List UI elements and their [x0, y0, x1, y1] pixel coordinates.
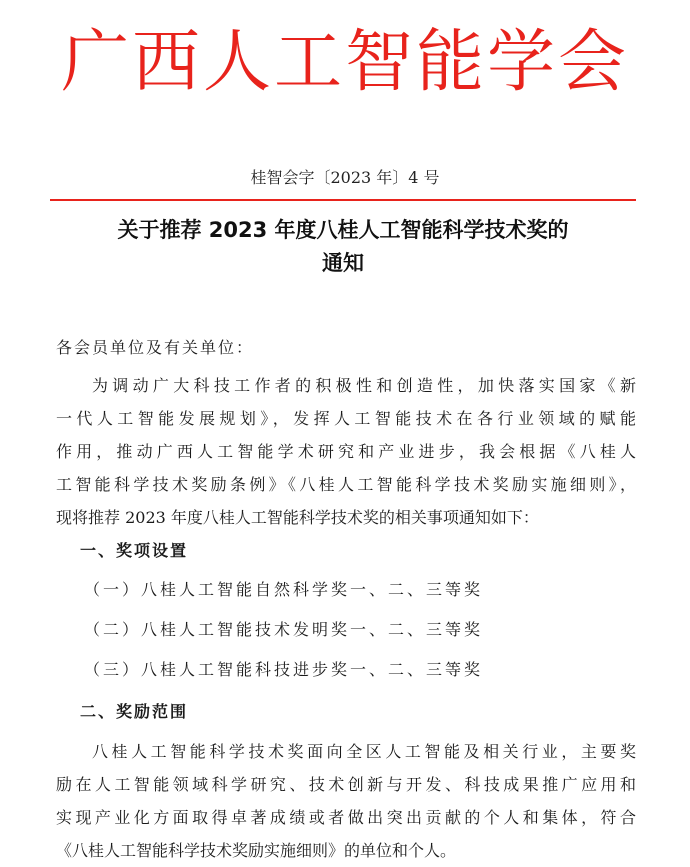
- scope-paragraph-line: 《八桂人工智能科学技术奖励实施细则》的单位和个人。: [56, 841, 457, 860]
- intro-paragraph: [56, 369, 636, 534]
- red-divider-line: [50, 199, 636, 201]
- scope-paragraph-line: 八桂人工智能科学技术奖面向全区人工智能及相关行业，主要奖: [92, 742, 636, 761]
- section-heading-award-scope: 二、奖励范围: [80, 702, 189, 721]
- scope-paragraph-line: 实现产业化方面取得卓著成绩或者做出突出贡献的个人和集体，符合: [56, 808, 636, 827]
- document-title-line1: 关于推荐 2023 年度八桂人工智能科学技术奖的: [117, 218, 569, 242]
- scope-paragraph: [56, 735, 636, 867]
- document-number: 桂智会字〔2023 年〕4 号: [250, 168, 440, 187]
- intro-paragraph-line: 工智能科学技术奖励条例》《八桂人工智能科学技术奖励实施细则》，: [56, 475, 636, 494]
- scope-paragraph-line: 励在人工智能领域科学研究、技术创新与开发、科技成果推广应用和: [56, 775, 636, 794]
- intro-paragraph-line: 一代人工智能发展规划》，发挥人工智能技术在各行业领域的赋能: [56, 409, 636, 428]
- intro-paragraph-line: 现将推荐 2023 年度八桂人工智能科学技术奖的相关事项通知如下：: [56, 508, 539, 527]
- award-item-technology-progress: （三）八桂人工智能科技进步奖一、二、三等奖: [84, 660, 484, 679]
- document-title-line2: 通知: [322, 251, 364, 275]
- award-item-natural-science: （一）八桂人工智能自然科学奖一、二、三等奖: [84, 580, 484, 599]
- section-heading-award-settings: 一、奖项设置: [80, 541, 189, 560]
- organization-header: 广西人工智能学会: [60, 23, 629, 102]
- document-title: [50, 214, 636, 280]
- award-item-technology-invention: （二）八桂人工智能技术发明奖一、二、三等奖: [84, 620, 484, 639]
- intro-paragraph-line: 作用，推动广西人工智能学术研究和产业进步，我会根据《八桂人: [56, 442, 636, 461]
- salutation: 各会员单位及有关单位：: [56, 338, 255, 357]
- intro-paragraph-line: 为调动广大科技工作者的积极性和创造性，加快落实国家《新: [92, 376, 636, 395]
